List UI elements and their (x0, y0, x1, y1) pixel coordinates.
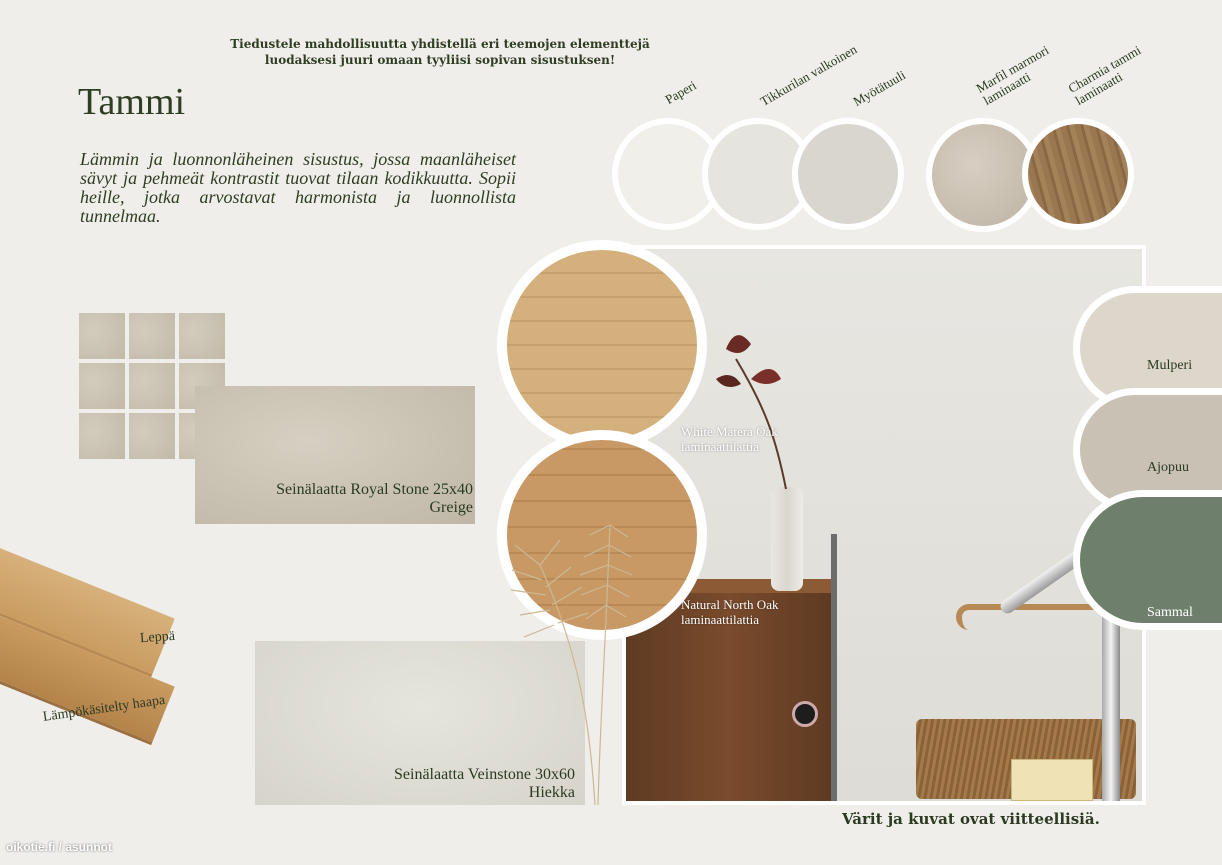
tile (129, 363, 175, 409)
shelf-rail (831, 534, 837, 805)
pampas-grass-svg (480, 505, 650, 805)
tile (129, 313, 175, 359)
side-label-mulperi: Mulperi (1147, 358, 1193, 373)
haapa-label: Lämpökäsitelty haapa (42, 692, 167, 725)
branch-svg (696, 319, 816, 499)
swatch-label-myotatuuli: Myötätuuli (850, 67, 909, 109)
tile (129, 413, 175, 459)
swatch-label-marfil: Marfil marmori laminaatti (973, 42, 1052, 108)
page-title: Tammi (78, 81, 186, 123)
swatch-label-paperi: Paperi (662, 77, 699, 107)
tile (79, 363, 125, 409)
swatch-label-charmia: Charmia tammi laminaatti (1065, 42, 1144, 108)
white-matera-oak-label: White Matera Oak laminaattilattia (681, 424, 778, 454)
swatch-circle-charmia (1022, 118, 1134, 230)
tile (79, 413, 125, 459)
veinstone-label: Seinälaatta Veinstone 30x60 Hiekka (394, 766, 575, 801)
tile (179, 313, 225, 359)
description: Lämmin ja luonnonläheinen sisustus, jossa maanläheiset sävyt ja pehmeät kontrastit tuovat tilaan kodikkuutta. Sopii heille, jotka arvostavat harmonista ja luonnollista tunnelmaa. (80, 149, 516, 226)
royal-stone-label: Seinälaatta Royal Stone 25x40 Greige (276, 481, 473, 516)
natural-north-oak-label: Natural North Oak laminaattilattia (681, 597, 779, 627)
tile (79, 313, 125, 359)
cabinet-knob (792, 701, 818, 727)
side-label-ajopuu: Ajopuu (1147, 460, 1189, 475)
credit: oikotie.fi / asunnot (6, 840, 113, 854)
leppa-label: Leppä (139, 628, 176, 647)
white-matera-oak-circle (497, 240, 707, 450)
swatch-circle-myotatuuli (792, 118, 904, 230)
headline: Tiedustele mahdollisuutta yhdistellä eri teemojen elementtejä luodaksesi juuri omaan tyyliisi sopivan sisustuksen! (230, 37, 650, 67)
swatch-label-tikkurila: Tikkurilan valkoinen (757, 41, 860, 109)
books (1011, 759, 1093, 801)
disclaimer: Värit ja kuvat ovat viitteellisiä. (842, 810, 1100, 828)
vase (771, 487, 803, 591)
side-label-sammal: Sammal (1147, 605, 1193, 620)
